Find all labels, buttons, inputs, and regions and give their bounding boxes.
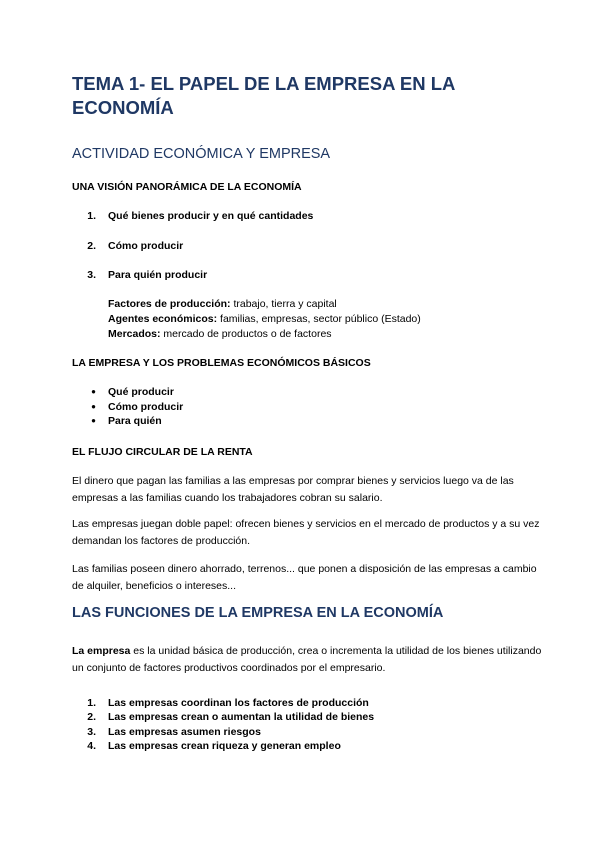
list-item	[76, 740, 341, 752]
paragraph-text: es la unidad básica de producción, crea o incrementa la utilidad de los bienes utilizando un conjunto de factores productivos coordinados por el empresario.	[72, 645, 542, 674]
definition-text: familias, empresas, sector público (Estado)	[217, 313, 421, 325]
list-number: 1.	[87, 697, 96, 709]
list-number: 3.	[87, 726, 96, 738]
definition-text: trabajo, tierra y capital	[230, 298, 337, 310]
list-text: Las empresas crean riqueza y generan empleo	[108, 740, 341, 752]
bullet-item	[76, 386, 174, 398]
bullet-icon: ●	[91, 402, 96, 411]
list-item	[76, 697, 369, 709]
bullet-item	[76, 415, 162, 427]
bullet-text: Qué producir	[108, 386, 174, 398]
subheading-problemas-basicos: LA EMPRESA Y LOS PROBLEMAS ECONÓMICOS BÁSICOS	[72, 357, 371, 369]
document-title	[72, 72, 455, 120]
paragraph-flujo-3: Las familias poseen dinero ahorrado, terrenos... que ponen a disposición de las empresas a cambio de alquiler, beneficios o intereses...	[72, 563, 537, 592]
list-number: 1.	[87, 210, 96, 222]
section-heading-funciones: LAS FUNCIONES DE LA EMPRESA EN LA ECONOMÍA	[72, 605, 444, 621]
list-text: Las empresas coordinan los factores de producción	[108, 697, 369, 709]
bullet-icon: ●	[91, 416, 96, 425]
list-text: Para quién producir	[108, 269, 208, 281]
list-text: Qué bienes producir y en qué cantidades	[108, 210, 314, 222]
bullet-text: Cómo producir	[108, 401, 184, 413]
list-item	[76, 240, 183, 252]
list-item	[76, 711, 374, 723]
subheading-vision-panoramica: UNA VISIÓN PANORÁMICA DE LA ECONOMÍA	[72, 181, 302, 193]
definition-agentes	[108, 313, 421, 325]
definition-term: Agentes económicos:	[108, 313, 218, 325]
subheading-flujo-circular: EL FLUJO CIRCULAR DE LA RENTA	[72, 446, 253, 458]
list-number: 4.	[87, 740, 96, 752]
definition-factores	[108, 298, 337, 310]
list-item	[76, 269, 207, 281]
title-line-1: TEMA 1- EL PAPEL DE LA EMPRESA EN LA	[72, 73, 456, 94]
section-heading-actividad: ACTIVIDAD ECONÓMICA Y EMPRESA	[72, 146, 331, 162]
bullet-item	[76, 401, 183, 413]
definition-text: mercado de productos o de factores	[160, 328, 332, 340]
definition-mercados	[108, 328, 332, 340]
list-item	[76, 726, 261, 738]
paragraph-flujo-1: El dinero que pagan las familias a las empresas por comprar bienes y servicios luego va de las empresas a las familias cuando los trabajadores cobran su salario.	[72, 475, 514, 504]
list-item	[76, 210, 313, 222]
definition-term: Mercados:	[108, 328, 161, 340]
list-number: 2.	[87, 240, 96, 252]
list-number: 3.	[87, 269, 96, 281]
list-text: Cómo producir	[108, 240, 184, 252]
bullet-icon: ●	[91, 387, 96, 396]
title-line-2: ECONOMÍA	[72, 97, 174, 118]
list-text: Las empresas asumen riesgos	[108, 726, 261, 738]
paragraph-flujo-2: Las empresas juegan doble papel: ofrecen bienes y servicios en el mercado de productos y a su vez demandan los factores de producción.	[72, 518, 540, 547]
list-text: Las empresas crean o aumentan la utilidad de bienes	[108, 711, 375, 723]
definition-term: Factores de producción:	[108, 298, 231, 310]
paragraph-empresa-definicion	[72, 643, 542, 676]
list-number: 2.	[87, 711, 96, 723]
paragraph-term: La empresa	[72, 645, 131, 657]
bullet-text: Para quién	[108, 415, 162, 427]
